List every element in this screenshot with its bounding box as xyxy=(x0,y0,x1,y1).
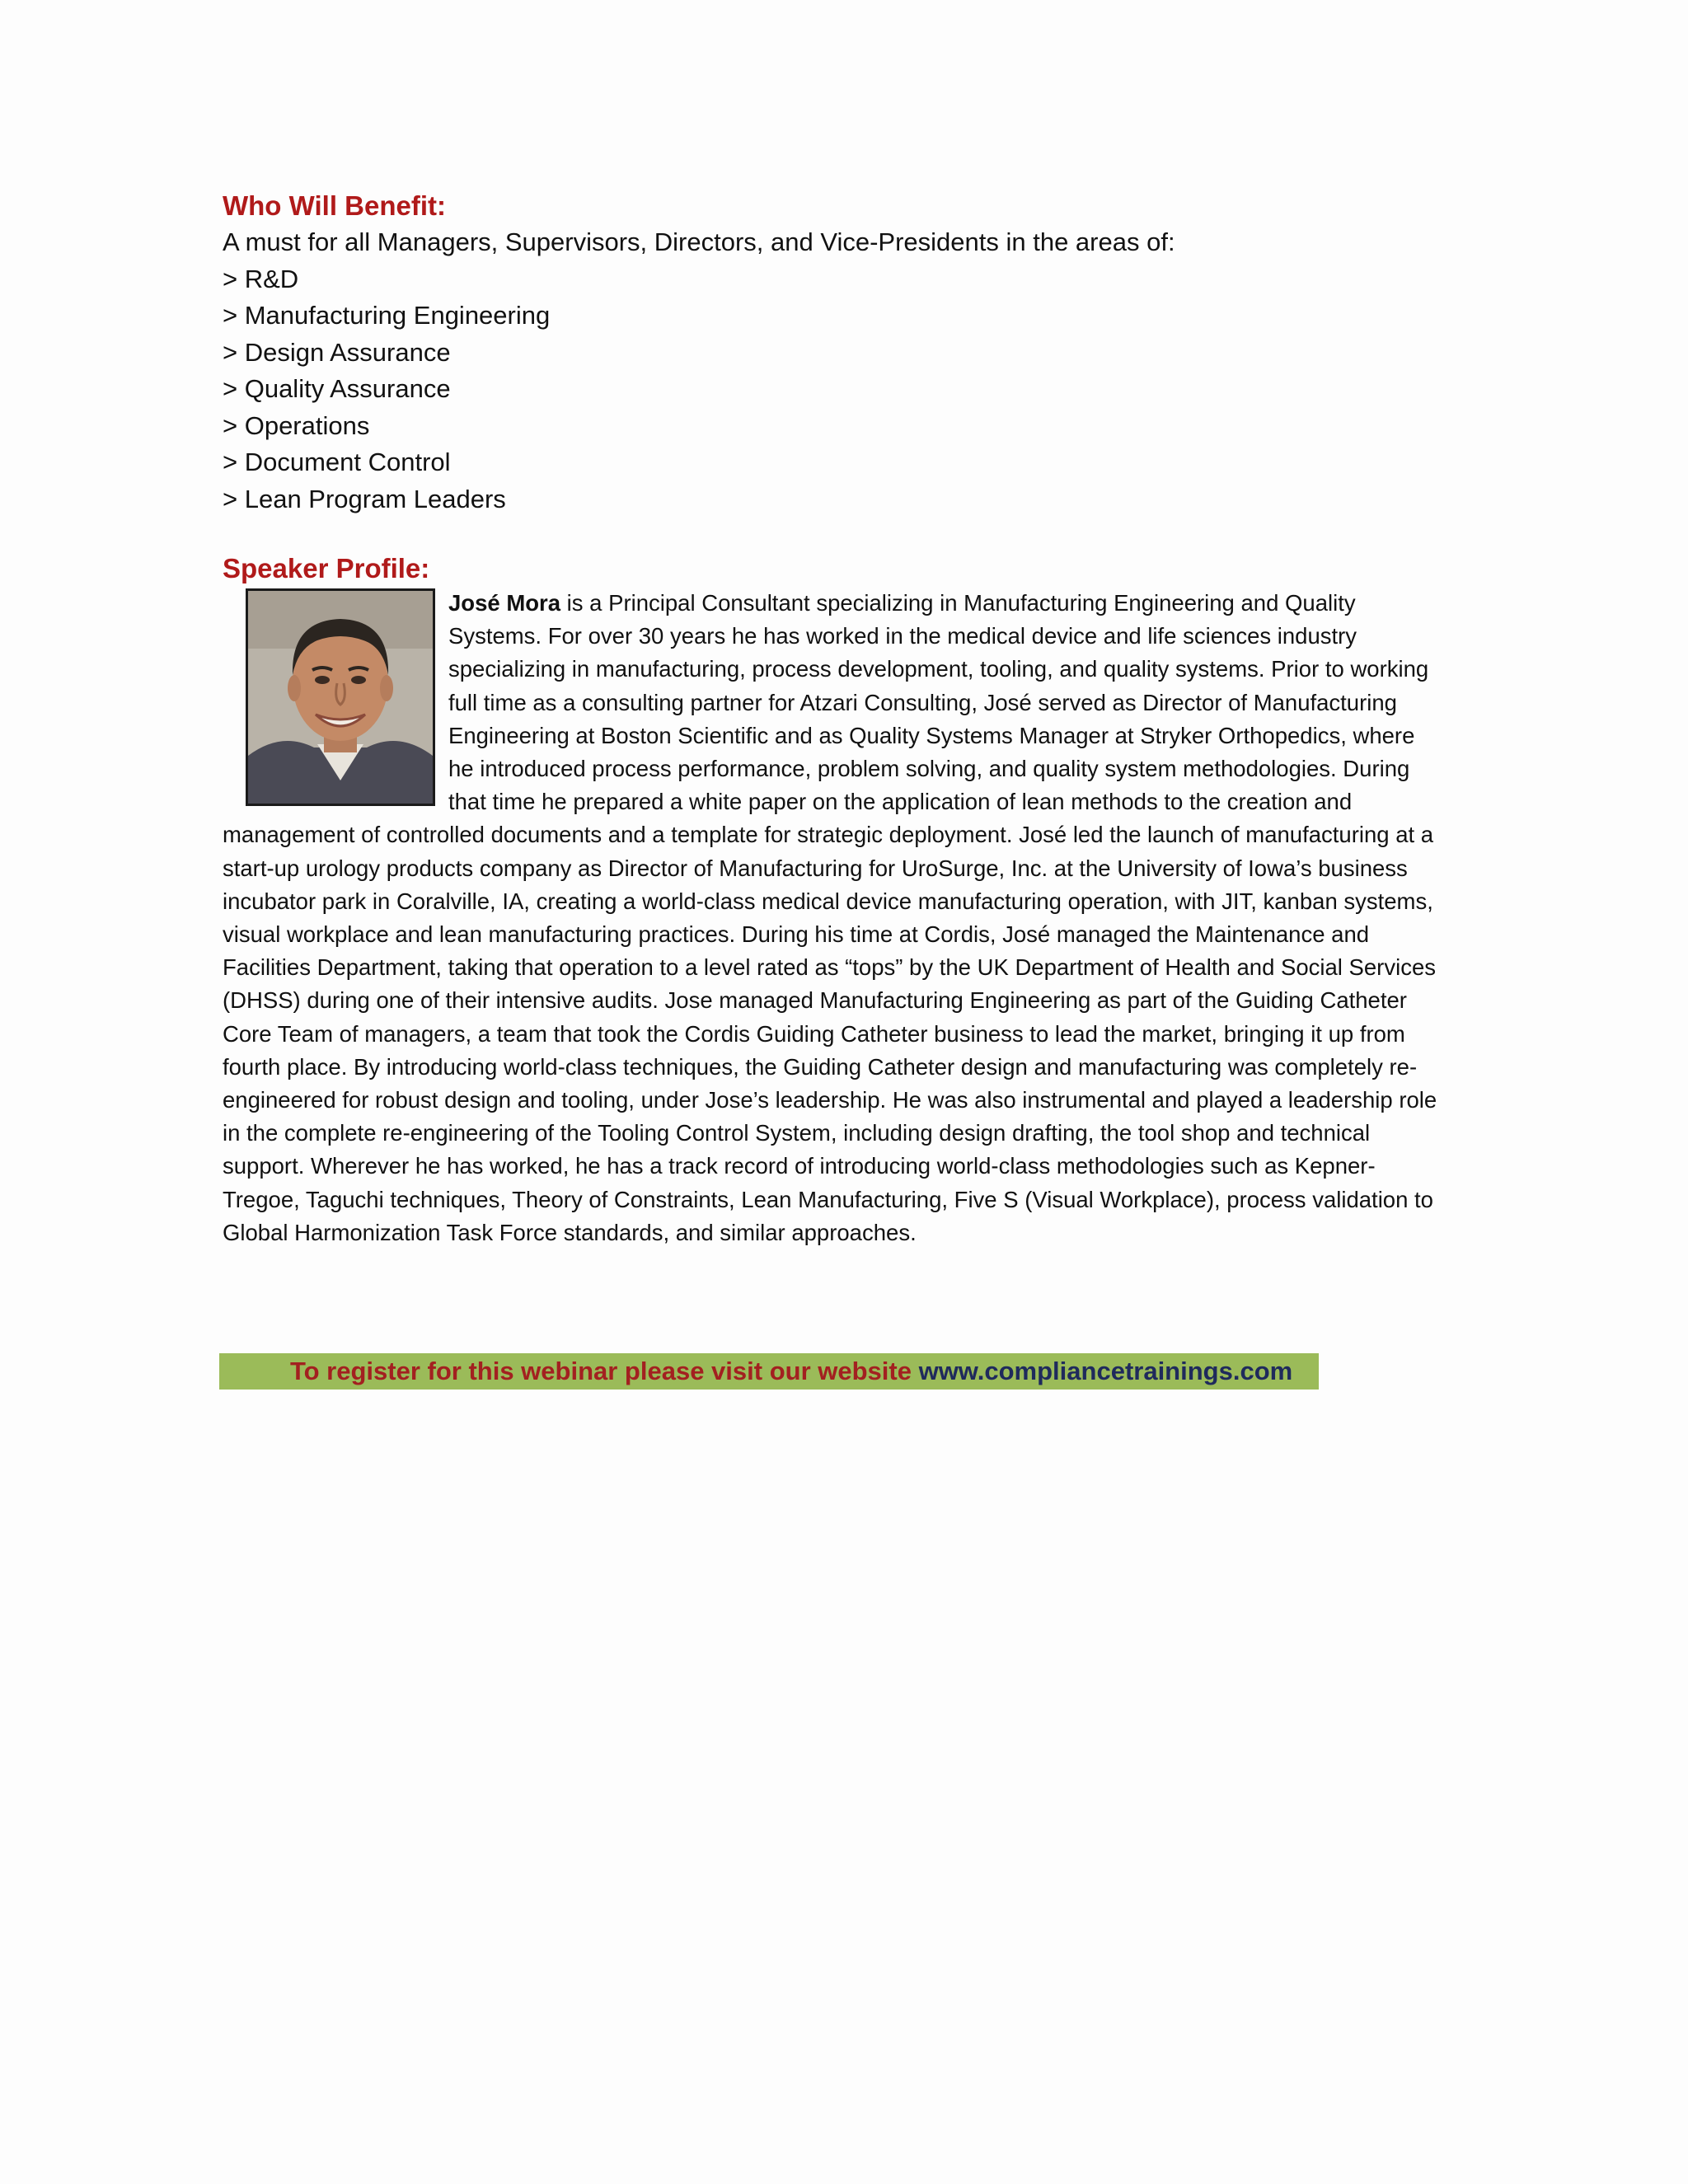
audience-item: > Quality Assurance xyxy=(223,374,451,403)
benefit-intro: A must for all Managers, Supervisors, Directors, and Vice-Presidents in the areas of: xyxy=(223,227,1175,256)
audience-list xyxy=(223,261,1442,518)
speaker-profile-heading: Speaker Profile: xyxy=(223,553,430,583)
audience-item: > Lean Program Leaders xyxy=(223,484,506,513)
speaker-bio xyxy=(223,587,1442,1249)
speaker-portrait-image xyxy=(248,591,433,804)
document-page xyxy=(223,188,1442,1249)
audience-item: > Operations xyxy=(223,410,370,440)
register-banner xyxy=(219,1353,1319,1390)
who-will-benefit-heading: Who Will Benefit: xyxy=(223,190,446,221)
audience-item: > Document Control xyxy=(223,448,451,476)
speaker-name: José Mora xyxy=(448,590,561,616)
register-text: To register for this webinar please visit our website xyxy=(290,1357,919,1385)
website-link[interactable]: www.compliancetrainings.com xyxy=(918,1357,1293,1385)
speaker-photo xyxy=(246,588,435,806)
audience-item: > R&D xyxy=(223,264,299,293)
register-text-line xyxy=(290,1353,1292,1390)
speaker-bio-text: is a Principal Consultant specializing in Manufacturing Engineering and Quality Systems. For over 30 years he has worked in the medical device and life sciences industry specializing in manufacturing, process development, tooling, and quality systems. Prior to working full time as a consulting partner for Atzari Consulting, José served as Director of Manufacturing Engineering at Boston Scientific and as Quality Systems Manager at Stryker Orthopedics, where he introduced process performance, problem solving, and quality system methodologies. During that time he prepared a white paper on the application of lean methods to the creation and management of controlled documents and a template for strategic deployment. José led the launch of manufacturing at a start-up urology products company as Director of Manufacturing for UroSurge, Inc. at the University of Iowa’s business incubator park in Coralville, IA, creating a world-class medical device manufacturing operation, with JIT, kanban systems, visual workplace and lean manufacturing practices. During his time at Cordis, José managed the Maintenance and Facilities Department, taking that operation to a level rated as “tops” by the UK Department of Health and Social Services (DHSS) during one of their intensive audits. Jose managed Manufacturing Engineering as part of the Guiding Catheter Core Team of managers, a team that took the Cordis Guiding Catheter business to lead the market, bringing it up from fourth place. By introducing world-class techniques, the Guiding Catheter design and manufacturing was completely re-engineered for robust design and tooling, under Jose’s leadership. He was also instrumental and played a leadership role in the complete re-engineering of the Tooling Control System, including design drafting, the tool shop and technical support. Wherever he has worked, he has a track record of introducing world-class methodologies such as Kepner-Tregoe, Taguchi techniques, Theory of Constraints, Lean Manufacturing, Five S (Visual Workplace), process validation to Global Harmonization Task Force standards, and similar approaches. xyxy=(223,590,1437,1245)
audience-item: > Manufacturing Engineering xyxy=(223,301,551,330)
audience-item: > Design Assurance xyxy=(223,337,451,367)
